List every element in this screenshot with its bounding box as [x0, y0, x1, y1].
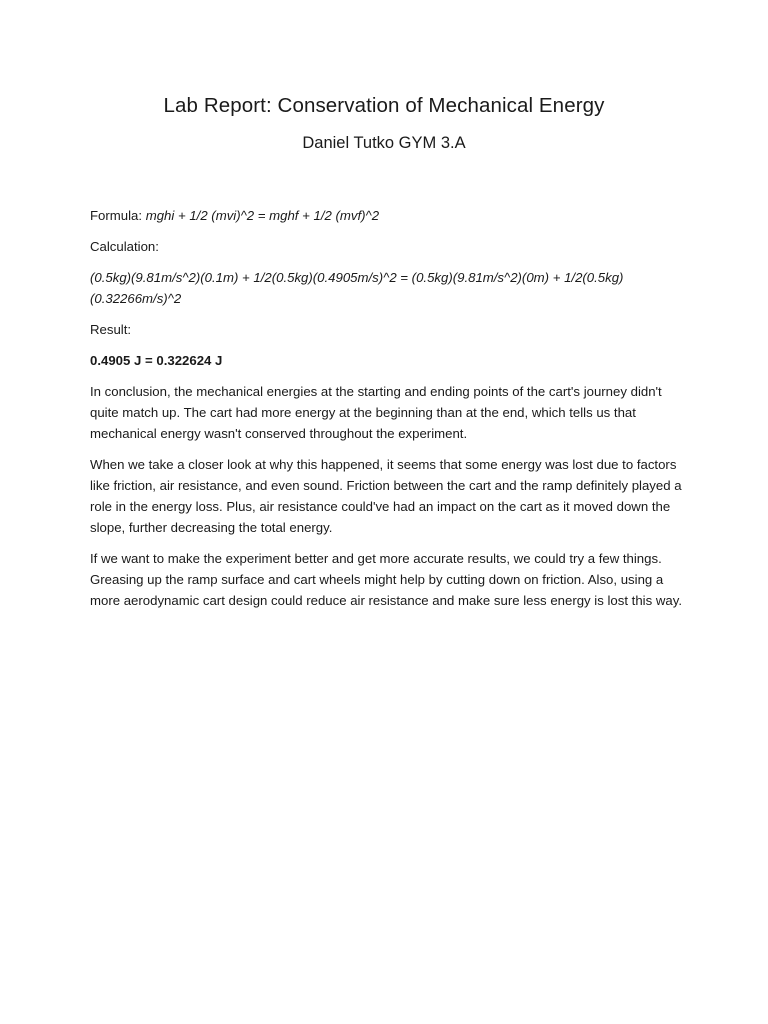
document-body — [90, 205, 686, 621]
document-author: Daniel Tutko GYM 3.A — [302, 134, 466, 152]
calculation-label: Calculation: — [90, 239, 159, 254]
calculation-text: (0.5kg)(9.81m/s^2)(0.1m) + 1/2(0.5kg)(0.4905m/s)^2 = (0.5kg)(9.81m/s^2)(0m) + 1/2(0.5kg)(0.32266m/s)^2 — [90, 270, 624, 306]
formula-label: Formula: — [90, 208, 143, 223]
formula-text: mghi + 1/2 (mvi)^2 = mghf + 1/2 (mvf)^2 — [145, 208, 380, 223]
formula-line — [90, 205, 686, 226]
paragraph-conclusion: In conclusion, the mechanical energies at the starting and ending points of the cart's journey didn't quite match up. The cart had more energy at the beginning than at the end, which tells us that mechanical energy wasn't conserved throughout the experiment. — [90, 384, 662, 441]
result-text: 0.4905 J = 0.322624 J — [90, 353, 223, 368]
paragraph-analysis: When we take a closer look at why this happened, it seems that some energy was lost due to factors like friction, air resistance, and even sound. Friction between the cart and the ramp definitely played a role in the energy loss. Plus, air resistance could've had an impact on the cart as it moved down the slope, further decreasing the total energy. — [90, 457, 682, 535]
result-label: Result: — [90, 322, 132, 337]
paragraph-improvements: If we want to make the experiment better and get more accurate results, we could try a few things. Greasing up the ramp surface and cart wheels might help by cutting down on friction. Also, using a more aerodynamic cart design could reduce air resistance and make sure less energy is lost this way. — [90, 551, 683, 608]
document-title: Lab Report: Conservation of Mechanical Energy — [163, 94, 605, 117]
